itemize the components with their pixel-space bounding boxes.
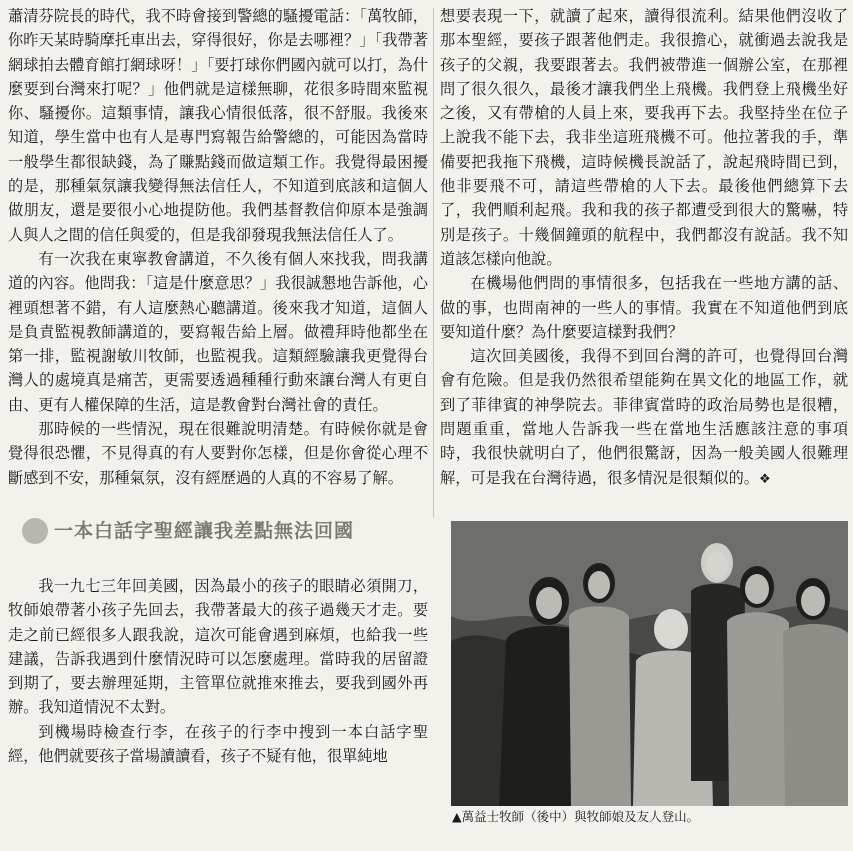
paragraph: 在機場他們問的事情很多，包括我在一些地方講的話、做的事，也問南神的一些人的事情。我實在不知道他們到底要知道什麼？為什麼要這樣對我們？ (440, 274, 848, 341)
section-heading-text: 一本白話字聖經讓我差點無法回國 (54, 519, 355, 542)
right-column (440, 4, 848, 492)
paragraph: 想要表現一下，就讀了起來，讀得很流利。結果他們沒收了那本聖經，要孩子跟著他們走。我很擔心，就衝過去說我是孩子的父親，我要跟著去。我們被帶進一個辦公室，在那裡問了很久很久，最後才讓我們坐上飛機。我們登上飛機坐好之後，又有帶槍的人員上來，要我再下去。我堅持坐在位子上說我不能下去，我非坐這班飛機不可。他拉著我的手，準備要把我拖下飛機，這時候機長說話了，說起飛時間已到，他非要飛不可，請這些帶槍的人下去。最後他們總算下去了，我們順利起飛。我和我的孩子都遭受到很大的驚嚇，特別是孩子。十幾個鐘頭的航程中，我們都沒有說話。我不知道該怎樣向他說。 (440, 7, 848, 268)
paragraph: 蕭清芬院長的時代，我不時會接到警總的騷擾電話：「萬牧師，你昨天某時騎摩托車出去，穿得很好，你是去哪裡？」「我帶著網球拍去體育館打網球呀！」「要打球你們國內就可以打，為什麼要到台灣來打呢？」他們就是這樣無聊，花很多時間來監視你、騷擾你。這類事情，讓我心情很低落，很不舒服。我後來知道，學生當中也有人是專門寫報告給警總的，可能因為當時一般學生都很缺錢，為了賺點錢而做這類工作。我覺得最困擾的是，那種氣氛讓我變得無法信任人，不知道到底該和這個人做朋友，還是要很小心地提防他。我們基督教信仰原本是強調人與人之間的信任與愛的，但是我卻發現我無法信任人了。 (8, 7, 428, 244)
column-divider (433, 8, 434, 518)
paragraph-text: 這次回美國後，我得不到回台灣的許可，也覺得回台灣會有危險。但是我仍然很希望能夠在異文化的地區工作，就到了菲律賓的神學院去。菲律賓當時的政治局勢也是很糟，問題重重，當地人告訴我一些在當地生活應該注意的事項時，我很快就明白了，他們很驚訝，因為一般美國人很難理解，可是我在台灣待過，很多情況是很類似的。 (440, 347, 848, 487)
paragraph (440, 344, 848, 492)
group-photo-illustration (451, 521, 848, 806)
paragraph: 有一次我在東寧教會講道，不久後有個人來找我，問我講道的內容。他問我：「這是什麼意思？」我很誠懇地告訴他，心裡頭想著不錯，有人這麼熱心聽講道。後來我才知道，這個人是負責監視教師講道的，要寫報告給上層。做禮拜時他都坐在第一排，監視謝敏川牧師，也監視我。這類經驗讓我更覺得台灣人的處境真是痛苦，更需要透過種種行動來讓台灣人有更自由、更有人權保障的生活，這是教會對台灣社會的責任。 (8, 249, 428, 414)
group-photo (451, 521, 848, 806)
paragraph: 我一九七三年回美國，因為最小的孩子的眼睛必須開刀，牧師娘帶著小孩子先回去，我帶著最大的孩子過幾天才走。要走之前已經很多人跟我說，這次可能會遇到麻煩，也給我一些建議，告訴我遇到什麼情況時可以怎麼處理。當時我的居留證到期了，要去辦理延期，主管單位就推來推去，要我到國外再辦。我知道情況不太對。 (8, 576, 428, 717)
paragraph: 那時候的一些情況，現在很難說明清楚。有時候你就是會覺得很恐懼，不見得真的有人要對你怎樣，但是你會從心理不斷感到不安，那種氣氛，沒有經歷過的人真的不容易了解。 (8, 420, 428, 487)
section-heading (8, 516, 428, 546)
heading-circle-ornament (22, 518, 48, 544)
end-mark: ❖ (758, 471, 771, 487)
left-column (8, 4, 428, 768)
paragraph: 到機場時檢查行李，在孩子的行李中搜到一本白話字聖經，他們就要孩子當場讀讀看，孩子不疑有他，很單純地 (8, 722, 428, 766)
photo-caption: ▲萬益士牧師（後中）與牧師娘及友人登山。 (452, 809, 700, 824)
